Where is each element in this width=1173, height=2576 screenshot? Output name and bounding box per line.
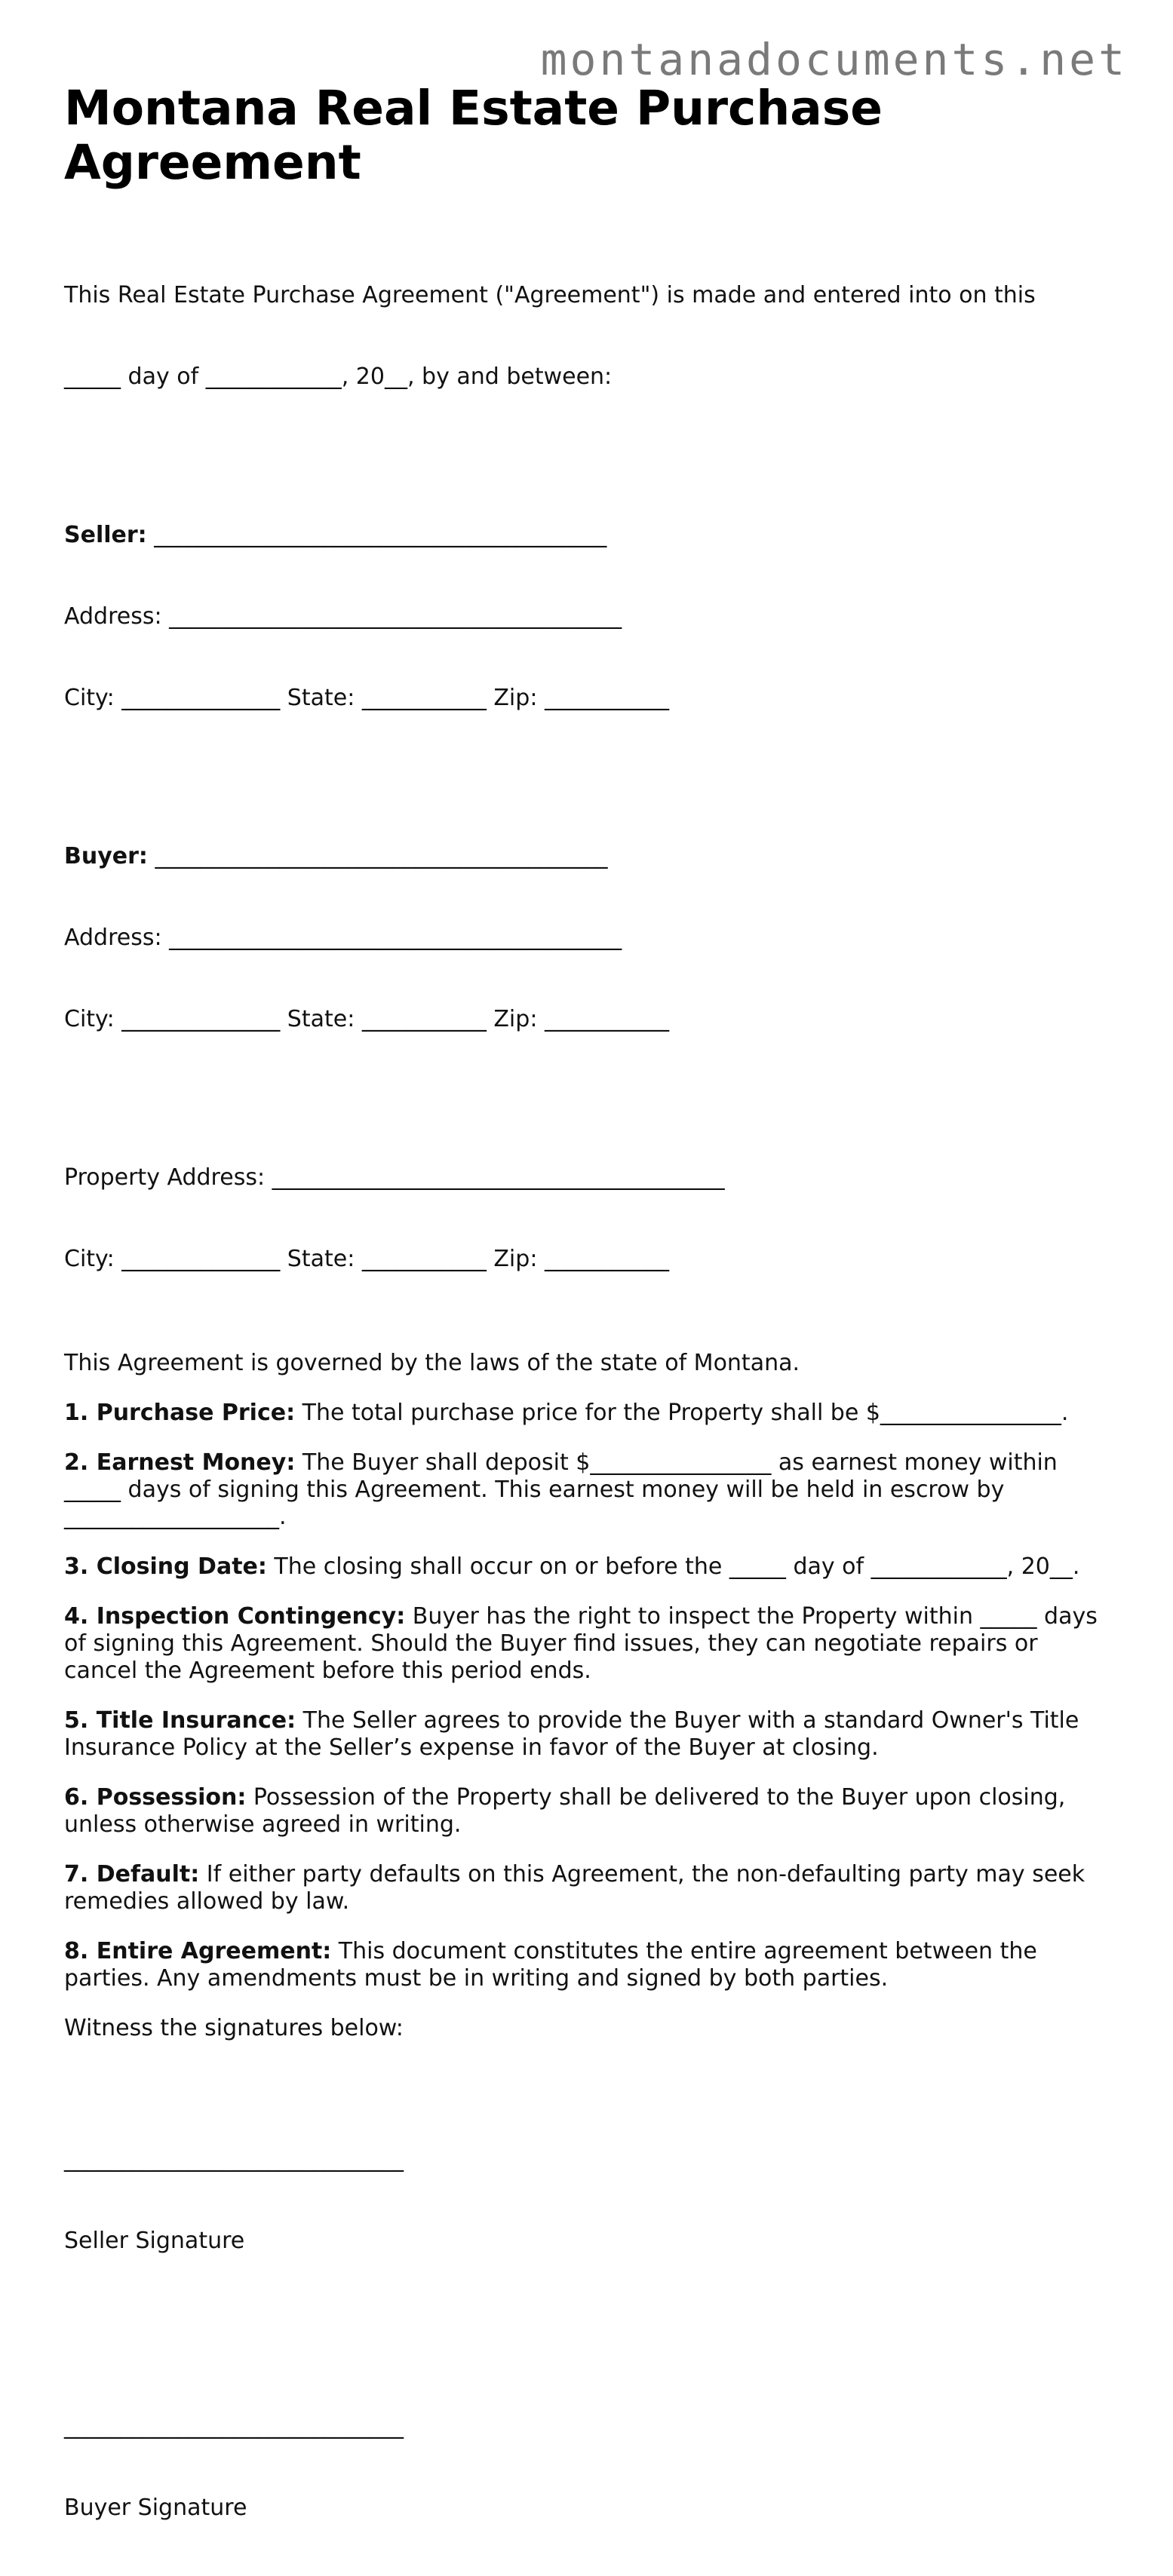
clause-body: The total purchase price for the Property shall be $________________. xyxy=(295,1400,1069,1426)
clause-body: Buyer has the right to inspect the Property within _____ days of signing this Agreement. Should the Buyer find issues, they can negotiate repairs or cancel the Agreement before this period ends. xyxy=(64,1603,1098,1684)
seller-city-line: City: ______________ State: ___________ Zip: ___________ xyxy=(64,685,669,711)
seller-signature-label: Seller Signature xyxy=(64,2228,245,2254)
clause-heading: 3. Closing Date: xyxy=(64,1553,267,1580)
intro-line-2: _____ day of ____________, 20__, by and between: xyxy=(64,363,613,390)
document-title: Montana Real Estate Purchase Agreement xyxy=(64,81,883,190)
buyer-name-line xyxy=(64,843,1120,870)
clause-closing-date xyxy=(64,1553,1120,1581)
seller-signature-line: ______________________________ xyxy=(64,2146,404,2173)
intro-line-1: This Real Estate Purchase Agreement ("Agreement") is made and entered into on this xyxy=(64,282,1036,308)
governing-law-statement: This Agreement is governed by the laws of the state of Montana. xyxy=(64,1350,800,1376)
clause-heading: 8. Entire Agreement: xyxy=(64,1938,332,1964)
property-address-line: Property Address: ________________________________________ xyxy=(64,1164,725,1191)
clause-body: This document constitutes the entire agreement between the parties. Any amendments must be in writing and signed by both parties. xyxy=(64,1938,1037,1992)
buyer-signature-line: ______________________________ xyxy=(64,2413,404,2440)
clause-possession xyxy=(64,1784,1120,1838)
intro-paragraph xyxy=(64,228,1120,445)
document-content xyxy=(64,81,1120,2576)
buyer-section xyxy=(64,789,1120,1087)
property-section xyxy=(64,1110,1120,1327)
buyer-address-line: Address: ________________________________________ xyxy=(64,925,622,951)
clause-inspection-contingency xyxy=(64,1603,1120,1685)
seller-name-line xyxy=(64,522,1120,549)
witness-statement: Witness the signatures below: xyxy=(64,2015,404,2041)
clause-body: The Buyer shall deposit $________________ as earnest money within _____ days of signing this Agreement. This earnest money will be held in escrow by ___________________. xyxy=(64,1449,1058,1530)
clause-body: The closing shall occur on or before the _____ day of ____________, 20__. xyxy=(266,1553,1080,1580)
buyer-city-line: City: ______________ State: ___________ Zip: ___________ xyxy=(64,1006,669,1032)
property-city-line: City: ______________ State: ___________ Zip: ___________ xyxy=(64,1246,669,1272)
clause-body: Possession of the Property shall be delivered to the Buyer upon closing, unless otherwise agreed in writing. xyxy=(64,1784,1066,1838)
clause-entire-agreement xyxy=(64,1938,1120,1992)
seller-label: Seller: xyxy=(64,522,147,548)
seller-address-line: Address: ________________________________________ xyxy=(64,603,622,630)
clause-heading: 1. Purchase Price: xyxy=(64,1400,296,1426)
buyer-signature-block xyxy=(64,2359,1120,2576)
clause-earnest-money xyxy=(64,1449,1120,1531)
clause-body: If either party defaults on this Agreement, the non-defaulting party may seek remedies allowed by law. xyxy=(64,1861,1085,1915)
clause-default xyxy=(64,1861,1120,1915)
clause-heading: 6. Possession: xyxy=(64,1784,247,1811)
buyer-signature-label: Buyer Signature xyxy=(64,2495,247,2521)
buyer-name-blank: ________________________________________ xyxy=(147,843,608,869)
buyer-label: Buyer: xyxy=(64,843,148,869)
seller-signature-block xyxy=(64,2092,1120,2309)
clause-heading: 4. Inspection Contingency: xyxy=(64,1603,406,1630)
watermark: montanadocuments.net xyxy=(540,34,1128,85)
seller-name-blank: ________________________________________ xyxy=(146,522,607,548)
clause-heading: 7. Default: xyxy=(64,1861,200,1888)
clause-purchase-price xyxy=(64,1400,1120,1427)
clause-heading: 2. Earnest Money: xyxy=(64,1449,296,1476)
seller-section xyxy=(64,468,1120,766)
clause-body: The Seller agrees to provide the Buyer with a standard Owner's Title Insurance Policy at the Seller’s expense in favor of the Buyer at closing. xyxy=(64,1707,1079,1761)
clause-title-insurance xyxy=(64,1707,1120,1762)
clause-heading: 5. Title Insurance: xyxy=(64,1707,296,1734)
